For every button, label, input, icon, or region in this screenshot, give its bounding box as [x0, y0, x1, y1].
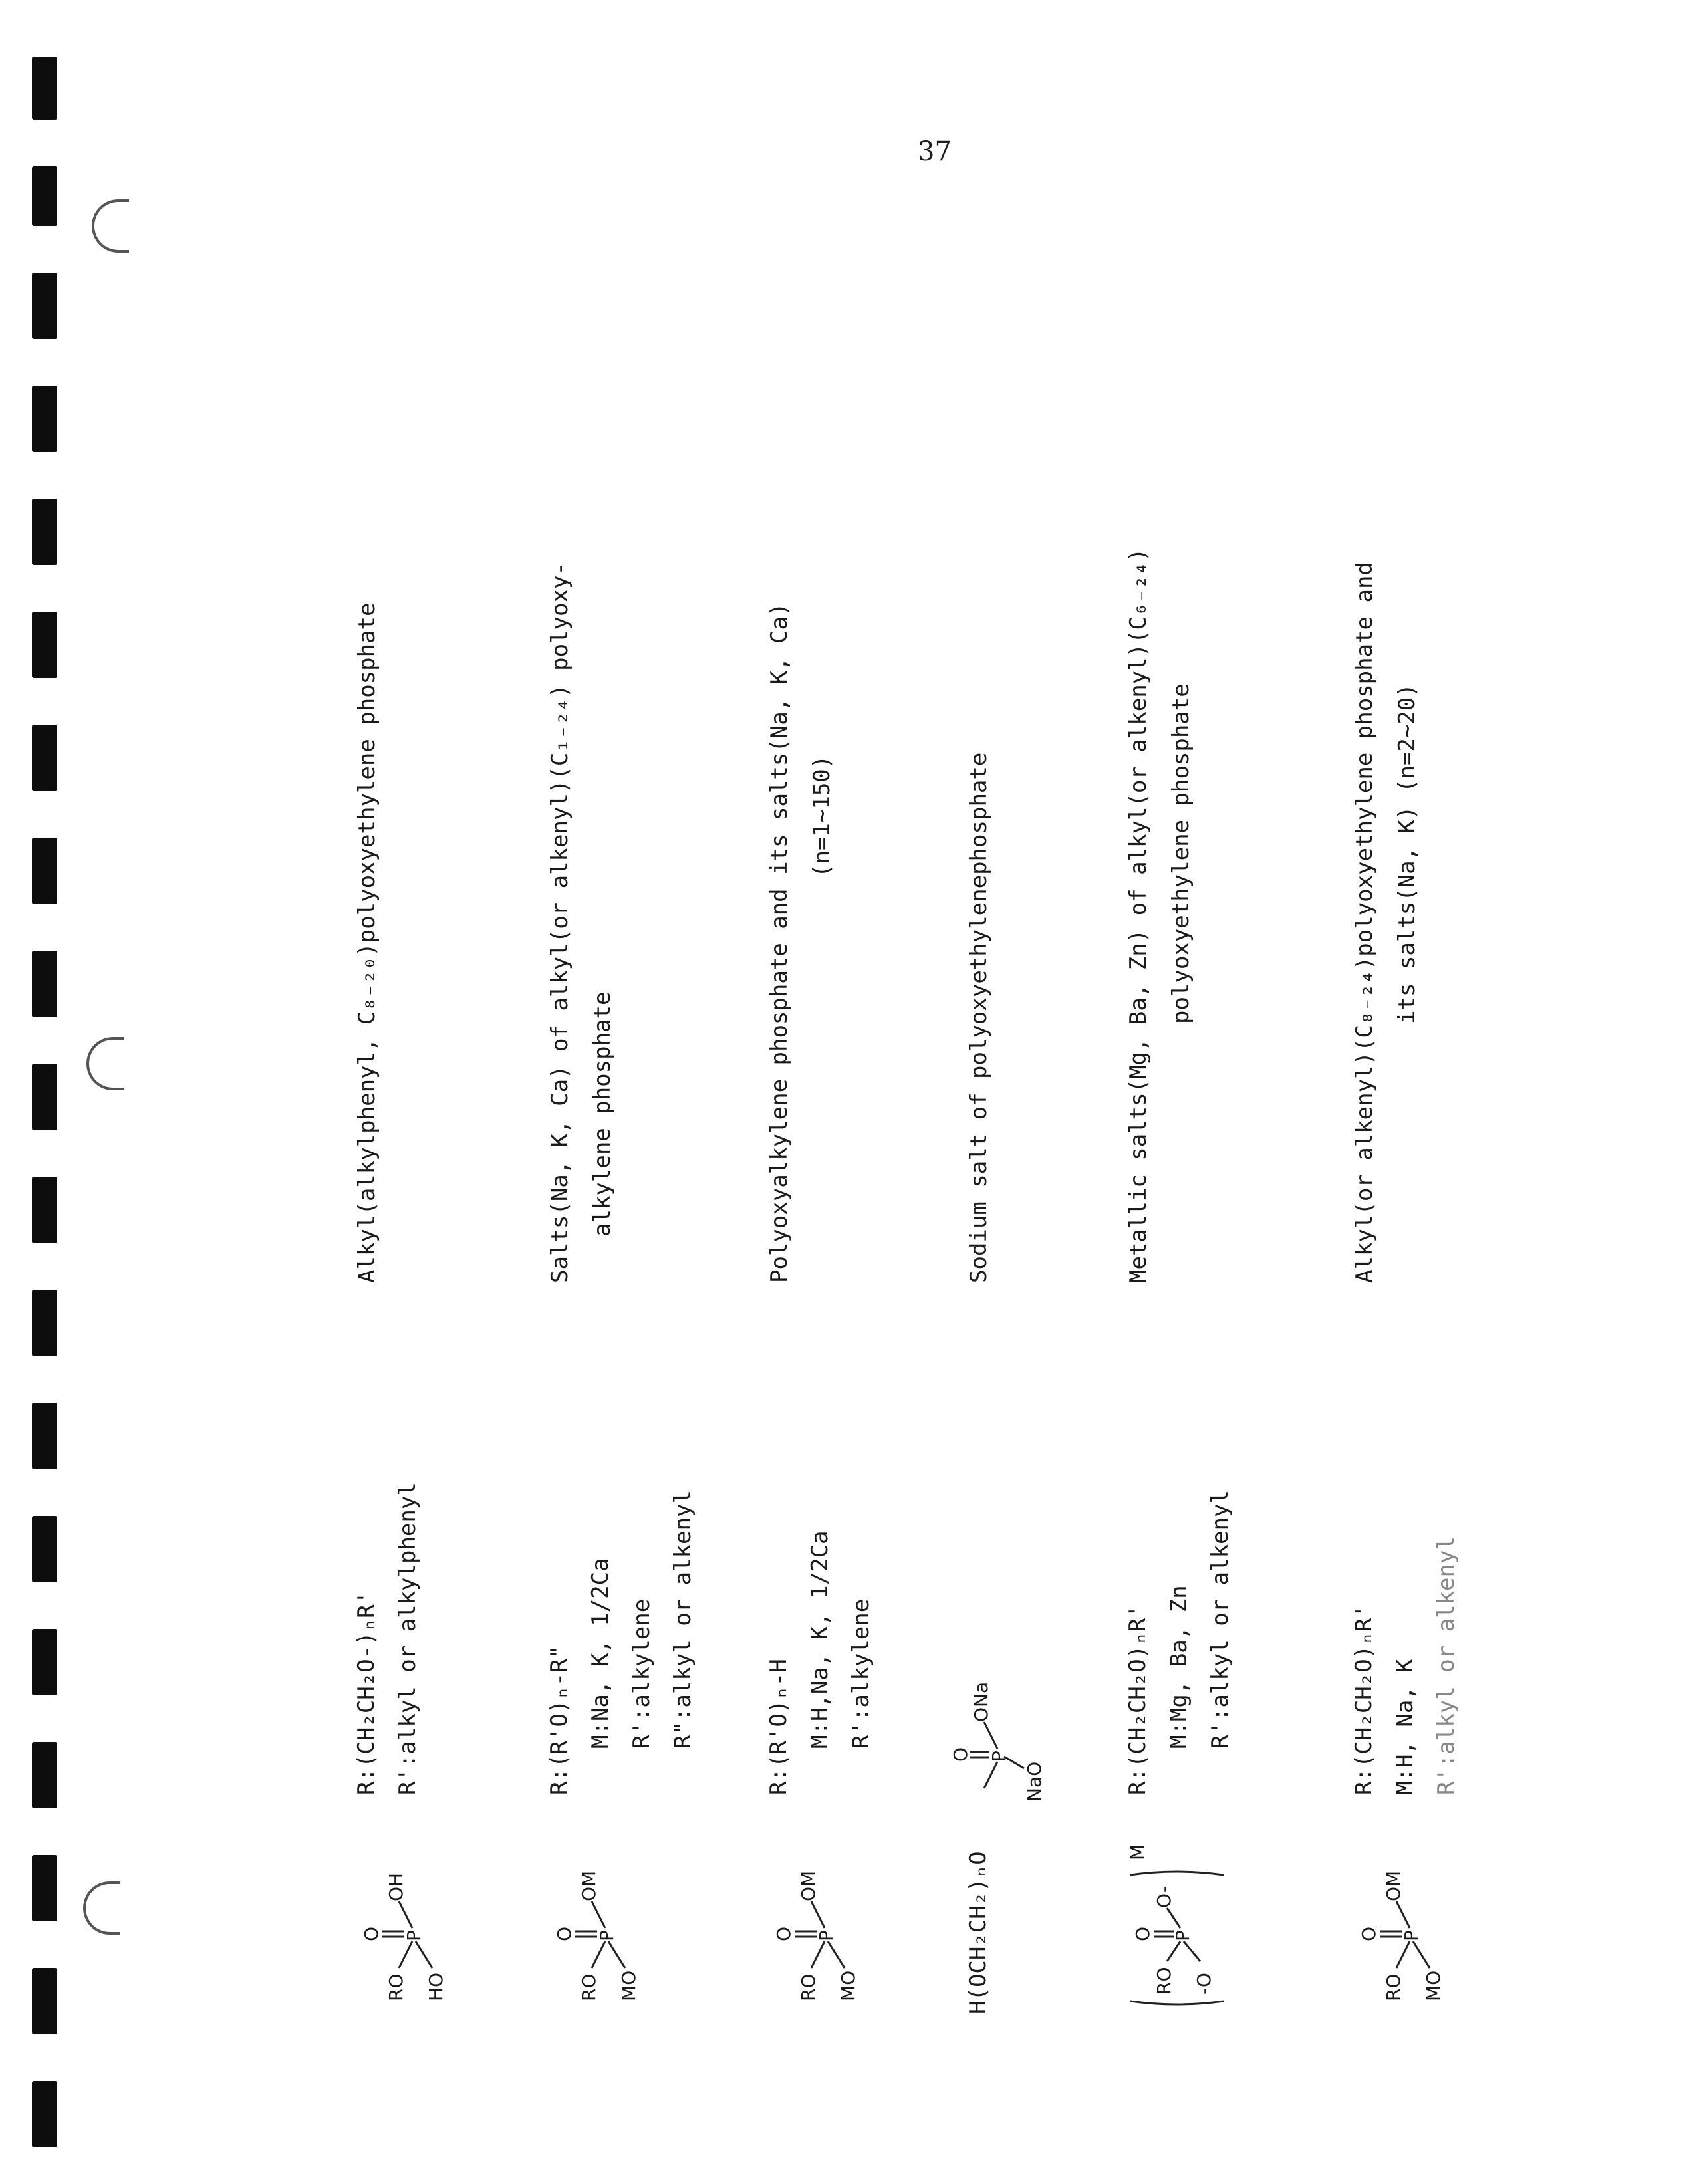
entry-description [958, 753, 1000, 1283]
p-label: P [596, 1930, 618, 1941]
binder-hole [32, 1177, 57, 1243]
p-label: P [403, 1930, 425, 1941]
ro-label: RO [1153, 1967, 1175, 1995]
formula-definitions [958, 1851, 999, 2014]
o-label: O [553, 1926, 575, 1941]
binder-hole [32, 386, 57, 452]
formula-line: R:(CH₂CH₂O)ₙR' [1351, 1604, 1377, 1795]
formula-definitions [1343, 1536, 1467, 1795]
formula-line: R:(R'O)ₙ-R" [546, 1645, 573, 1795]
binder-hole [32, 273, 57, 339]
description-line: Polyoxyalkylene phosphate and its salts(Na, K, Ca) [766, 602, 793, 1283]
binder-hole [32, 1742, 57, 1808]
chemical-structure [346, 1828, 465, 2014]
binder-hole [32, 499, 57, 565]
binder-hole [32, 612, 57, 678]
p-label: P [815, 1930, 837, 1941]
description-line: (n=1~150) [809, 755, 835, 878]
formula-line: M:H, Na, K [1392, 1659, 1418, 1795]
formula-line: M:Na, K, 1/2Ca [587, 1558, 614, 1749]
entry-description [539, 562, 624, 1283]
o-label: O [1358, 1926, 1380, 1941]
ring-mark [83, 1881, 120, 1935]
rotated-table [346, 219, 1609, 2014]
binder-hole [32, 1855, 57, 1921]
formula-line: M:Mg, Ba, Zn [1166, 1585, 1192, 1749]
entry-description [1117, 548, 1202, 1283]
ring-mark [86, 1037, 124, 1090]
binder-hole [32, 725, 57, 791]
formula-definitions [346, 1482, 428, 1795]
binder-hole [32, 838, 57, 904]
chemical-structure [1343, 1828, 1463, 2014]
binder-hole [32, 1629, 57, 1695]
ro-label: RO [385, 1973, 407, 2001]
formula-line: R':alkylene [628, 1598, 655, 1749]
description-line: polyoxyethylene phosphate [1168, 683, 1194, 1024]
p-label: P [1400, 1930, 1422, 1941]
binder-hole [32, 2081, 57, 2147]
entry-description [758, 603, 843, 1284]
entry-description [346, 603, 388, 1284]
p-label: P [988, 1751, 1010, 1762]
formula-line: R:(CH₂CH₂O)ₙR' [1124, 1604, 1151, 1795]
page-number: 37 [918, 136, 952, 167]
om-label: OM [578, 1870, 600, 1901]
description-line: alkylene phosphate [589, 991, 616, 1237]
o-label: O [773, 1926, 795, 1941]
o-minus-label: O- [1153, 1886, 1175, 1908]
binder-hole [32, 1290, 57, 1356]
ona-label: ONa [970, 1681, 992, 1722]
om-label: OM [1382, 1870, 1404, 1901]
binder-hole [32, 1968, 57, 2034]
binder-hole [32, 166, 57, 226]
om-label: OM [797, 1870, 819, 1901]
description-line: Alkyl(or alkenyl)(C₈₋₂₄)polyoxyethylene phosphate and [1351, 562, 1378, 1283]
formula-line: M:H,Na, K, 1/2Ca [807, 1530, 833, 1749]
p-label: P [1172, 1930, 1194, 1941]
binder-hole [32, 57, 57, 120]
entry-description [1343, 562, 1428, 1283]
description-line: its salts(Na, K) (n=2~20) [1394, 683, 1420, 1024]
binder-hole [32, 1516, 57, 1582]
ro-label: RO [797, 1973, 819, 2001]
binder-hole [32, 1403, 57, 1469]
ho-label: HO [425, 1972, 447, 2001]
mo-label: MO [837, 1970, 859, 2001]
formula-definitions [1117, 1490, 1241, 1795]
description-line: Sodium salt of polyoxyethylenephosphate [966, 752, 992, 1283]
formula-definitions [758, 1530, 882, 1795]
binder-hole [32, 1064, 57, 1130]
o-label: O [1132, 1926, 1154, 1941]
formula-line: R:(CH₂CH₂O-)ₙR' [353, 1590, 380, 1795]
formula-line: R:(R'O)ₙ-H [765, 1659, 792, 1795]
description-line: Metallic salts(Mg, Ba, Zn) of alkyl(or alkenyl)(C₆₋₂₄) [1125, 548, 1152, 1283]
nao-label: NaO [1023, 1761, 1045, 1802]
ring-mark [92, 199, 129, 253]
formula-line: R':alkyl or alkylphenyl [394, 1482, 421, 1795]
chemical-structure [539, 1828, 658, 2014]
o-minus-label: -O [1193, 1973, 1215, 1995]
ro-label: RO [578, 1973, 600, 2001]
mo-label: MO [1422, 1970, 1444, 2001]
formula-line: R':alkylene [848, 1598, 874, 1749]
formula-line: H(OCH₂CH₂)ₙO [965, 1851, 991, 2014]
formula-line: R':alkyl or alkenyl [1433, 1536, 1460, 1795]
formula-definitions [539, 1490, 704, 1795]
o-label: O [950, 1747, 972, 1762]
ro-label: RO [1382, 1973, 1404, 2001]
description-line: Alkyl(alkylphenyl, C₈₋₂₀)polyoxyethylene phosphate [354, 602, 380, 1283]
o-label: O [360, 1926, 382, 1941]
binder-hole [32, 951, 57, 1017]
chemical-structure [758, 1828, 878, 2014]
chemical-structure [950, 1629, 1077, 1815]
m-label: M [1126, 1844, 1148, 1860]
formula-line: R':alkyl or alkenyl [1207, 1490, 1234, 1749]
mo-label: MO [618, 1970, 640, 2001]
chemical-structure [1117, 1828, 1237, 2014]
oh-label: OH [385, 1872, 407, 1901]
description-line: Salts(Na, K, Ca) of alkyl(or alkenyl)(C₁₋₂₄) polyoxy- [547, 562, 573, 1283]
formula-line: R":alkyl or alkenyl [670, 1490, 696, 1749]
